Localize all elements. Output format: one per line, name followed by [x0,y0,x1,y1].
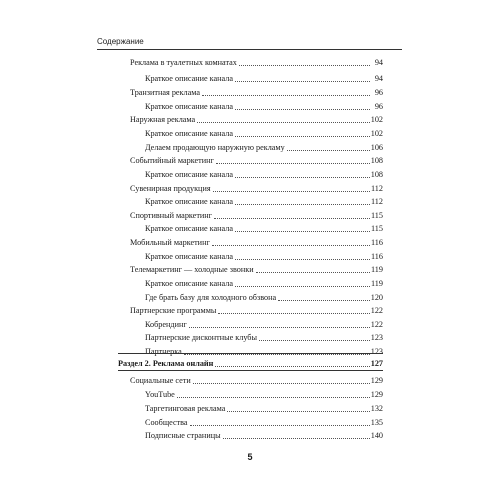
page-header-title: Содержание [97,37,144,46]
toc-entry [130,86,383,98]
toc-entry-label: Партнерские дисконтные клубы [145,333,257,342]
toc-entry [145,331,383,343]
toc-entry-label: Кобрендинг [145,320,187,329]
toc-entry [145,250,383,262]
toc-entry [145,168,383,180]
page-number: 5 [247,452,253,462]
toc-entry-label: Социальные сети [130,376,191,385]
toc-entry [145,277,383,289]
toc-entry-page: 96 [374,88,383,97]
dot-leader [235,81,370,82]
dot-leader [213,191,370,192]
toc-entry [130,236,383,248]
dot-leader [239,65,370,66]
toc-entry-page: 132 [370,404,383,413]
toc-section-heading [118,357,383,369]
toc-entry-page: 108 [370,156,383,165]
toc-entry [130,263,383,275]
toc-entry [130,113,383,125]
toc-entry [130,182,383,194]
dot-leader [235,136,370,137]
toc-entry-page: 96 [374,102,383,111]
toc-entry [145,429,383,441]
dot-leader [235,231,370,232]
toc-entry-page: 106 [370,143,383,152]
toc-entry-label: Транзитная реклама [130,88,201,97]
toc-entry [130,56,383,68]
toc-entry-label: Краткое описание канала [145,197,233,206]
toc-entry-page: 112 [371,197,383,206]
toc-entry-label: Таргетинговая реклама [145,404,226,413]
toc-entry-label: Сообщества [145,418,188,427]
toc-entry-page: 120 [370,293,383,302]
toc-entry-label: Краткое описание канала [145,102,233,111]
toc-entry-label: Спортивный маркетинг [130,211,213,220]
dot-leader [216,163,370,164]
toc-entry-page: 135 [370,418,383,427]
dot-leader [189,327,370,328]
toc-entry-page: 116 [371,238,383,247]
section-divider [118,370,383,371]
toc-entry [145,127,383,139]
toc-entry [145,318,383,330]
toc-entry-label: Краткое описание канала [145,279,233,288]
toc-entry-label: Событийный маркетинг [130,156,214,165]
toc-entry [145,345,383,357]
dot-leader [193,383,370,384]
toc-entry-page: 129 [370,376,383,385]
toc-entry-label: Краткое описание канала [145,129,233,138]
dot-leader [214,218,370,219]
dot-leader [235,286,370,287]
toc-entry-label: Телемаркетинг — холодные звонки [130,265,254,274]
toc-entry-label: Подписные страницы [145,431,221,440]
dot-leader [184,354,370,355]
dot-leader [215,366,369,367]
toc-entry-label: Краткое описание канала [145,252,233,261]
toc-entry-page: 102 [370,115,383,124]
toc-entry-page: 112 [371,184,383,193]
toc-entry [130,374,383,386]
toc-entry-label: Наружная реклама [130,115,196,124]
toc-entry [130,154,383,166]
dot-leader [235,109,370,110]
toc-entry-page: 122 [370,306,383,315]
toc-entry-label: Делаем продающую наружную рекламу [145,143,285,152]
toc-entry [145,222,383,234]
toc-entry-page: 116 [371,252,383,261]
toc-entry [145,72,383,84]
toc-entry [145,100,383,112]
dot-leader [278,300,370,301]
toc-entry [145,388,383,400]
toc-entry-page: 119 [371,279,383,288]
toc-entry-page: 140 [370,431,383,440]
toc-entry [145,402,383,414]
dot-leader [235,177,370,178]
dot-leader [212,245,370,246]
dot-leader [259,340,370,341]
toc-entry-label: Раздел 2. Реклама онлайн [118,359,214,368]
toc-entry-page: 123 [370,333,383,342]
dot-leader [223,438,370,439]
toc-entry-label: Партнерские программы [130,306,217,315]
toc-entry-label: Краткое описание канала [145,224,233,233]
toc-entry-label: Краткое описание канала [145,170,233,179]
toc-entry-page: 123 [370,347,383,356]
toc-entry-page: 115 [371,211,383,220]
dot-leader [218,313,369,314]
toc-entry-page: 102 [370,129,383,138]
toc-entry-page: 94 [374,74,383,83]
section-divider [118,353,383,354]
toc-entry-label: Реклама в туалетных комнатах [130,58,237,67]
toc-entry-label: YouTube [145,390,175,399]
dot-leader [235,204,370,205]
dot-leader [202,95,370,96]
toc-entry-page: 122 [370,320,383,329]
toc-entry-label: Сувенирная продукция [130,184,211,193]
toc-entry-label: Мобильный маркетинг [130,238,210,247]
toc-entry-label: Партнерка [145,347,182,356]
toc-entry-label: Краткое описание канала [145,74,233,83]
dot-leader [256,272,370,273]
toc-entry-page: 119 [371,265,383,274]
dot-leader [227,411,369,412]
dot-leader [177,397,370,398]
toc-entry [130,304,383,316]
toc-entry-page: 127 [370,359,383,368]
toc-entry [145,141,383,153]
toc-entry-page: 108 [370,170,383,179]
toc-entry [145,291,383,303]
dot-leader [197,122,370,123]
toc-entry-page: 129 [370,390,383,399]
toc-entry-page: 115 [371,224,383,233]
dot-leader [287,150,370,151]
dot-leader [235,259,370,260]
toc-entry-page: 94 [374,58,383,67]
dot-leader [190,425,370,426]
toc-entry-label: Где брать базу для холодного обзвона [145,293,277,302]
toc-entry [145,416,383,428]
toc-entry [145,195,383,207]
toc-entry [130,209,383,221]
